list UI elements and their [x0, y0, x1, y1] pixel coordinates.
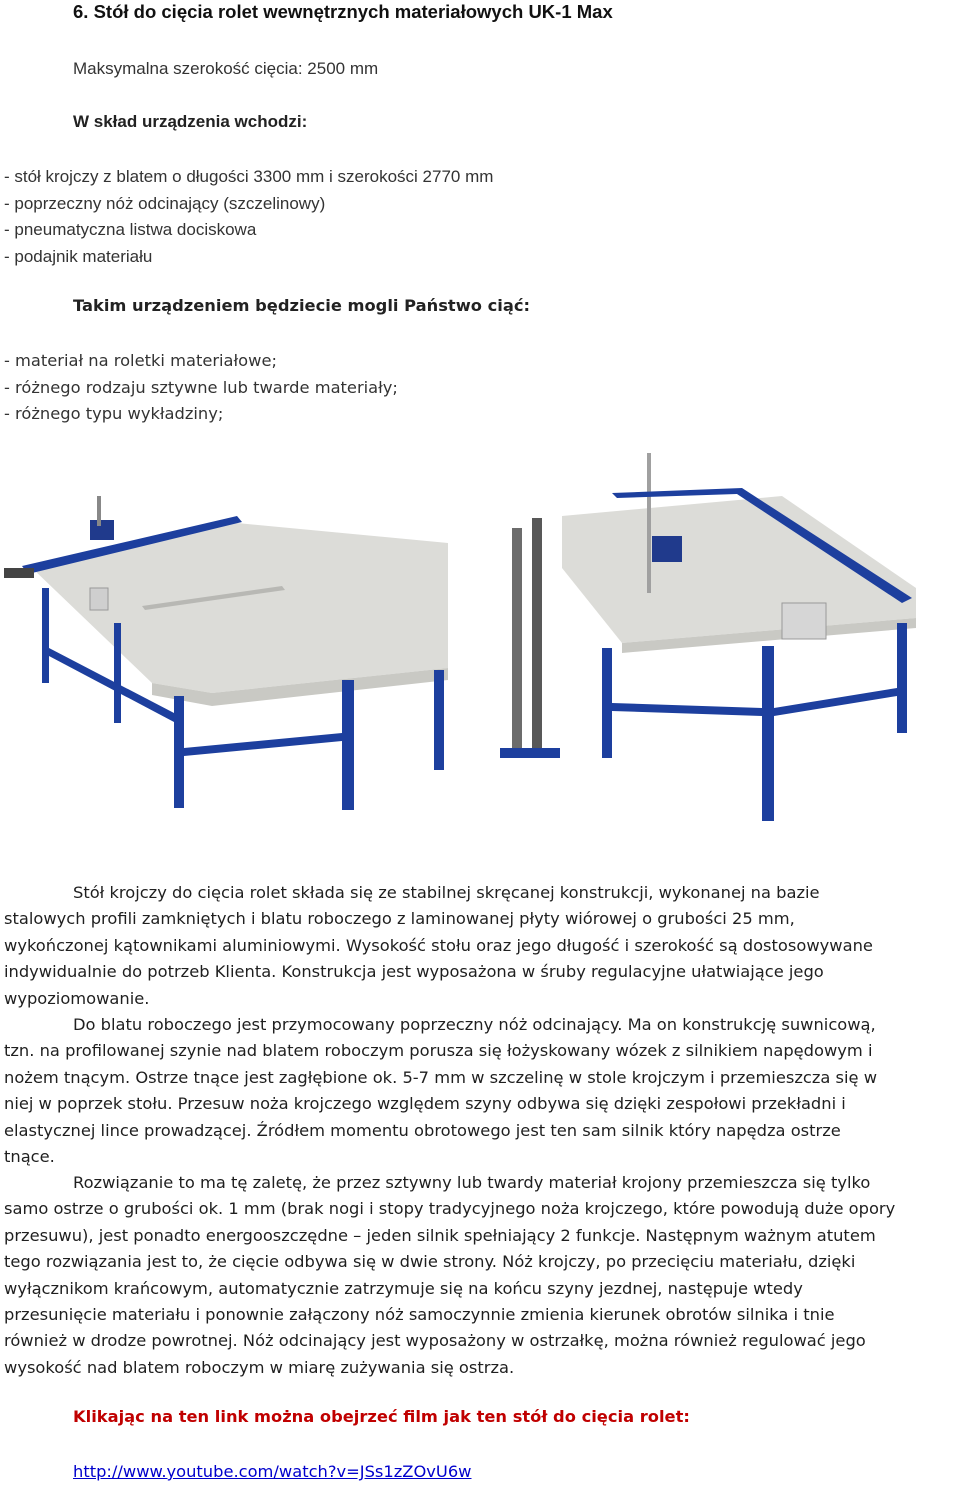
description-paragraph-2 — [4, 1012, 958, 1170]
text-line: przesunięcie materiału i ponownie załączony nóż samoczynnie zmienia kierunek obrotów silnika i tnie — [4, 1305, 835, 1325]
youtube-link[interactable]: http://www.youtube.com/watch?v=JSs1zZOvU6w — [73, 1462, 472, 1481]
text-line: Rozwiązanie to ma tę zaletę, że przez sztywny lub twardy materiał krojony przemieszcza się tylko — [73, 1173, 871, 1192]
text-line: wysokość nad blatem roboczym w miarę zużywania się ostrza. — [4, 1357, 515, 1377]
text-line: elastycznej lince prowadzącej. Źródłem momentu obrotowego jest ten sam silnik który napędza ostrze — [4, 1120, 841, 1140]
list-item: - pneumatyczna listwa dociskowa — [4, 220, 257, 239]
materials-header: Takim urządzeniem będziecie mogli Państwo ciąć: — [73, 296, 530, 315]
list-item: - stół krojczy z blatem o długości 3300 mm i szerokości 2770 mm — [4, 167, 494, 186]
page-title: 6. Stół do cięcia rolet wewnętrznych materiałowych UK-1 Max — [73, 1, 613, 22]
text-line: nożem tnącym. Ostrze tnące jest zagłębione ok. 5-7 mm w szczelinę w stole krojczym i przemieszcza się w — [4, 1067, 878, 1087]
list-item: - podajnik materiału — [4, 246, 153, 266]
text-line: stalowych profili zamkniętych i blatu roboczego z laminowanej płyty wiórowej o grubości 25 mm, — [4, 909, 795, 929]
materials-list — [4, 348, 398, 428]
text-line: Do blatu roboczego jest przymocowany poprzeczny nóż odcinający. Ma on konstrukcję suwnicową, — [73, 1015, 876, 1034]
cutting-table-photo-side — [492, 448, 916, 828]
text-line: wypoziomowanie. — [4, 988, 150, 1008]
text-line: tego rozwiązania jest to, że cięcie odbywa się w dwie strony. Nóż krojczy, po przecięciu materiału, dzięki — [4, 1252, 856, 1272]
text-line: wyłącznikom krańcowym, automatycznie zatrzymuje się na końcu szyny jezdnej, następuje wtedy — [4, 1278, 803, 1298]
text-line: niej w poprzek stołu. Przesuw noża krojczego względem szyny odbywa się dzięki zespołowi przekładni i — [4, 1094, 846, 1114]
equipment-list — [4, 164, 493, 270]
list-item: - różnego typu wykładziny; — [4, 404, 224, 423]
text-line: tnące. — [4, 1147, 55, 1167]
video-cta: Klikając na ten link można obejrzeć film jak ten stół do cięcia rolet: — [73, 1407, 690, 1426]
cutting-table-photo-front — [2, 448, 448, 828]
max-width-spec: Maksymalna szerokość cięcia: 2500 mm — [73, 59, 379, 78]
list-item: - różnego rodzaju sztywne lub twarde materiały; — [4, 377, 398, 397]
text-line: samo ostrze o grubości ok. 1 mm (brak nogi i stopy tradycyjnego noża krojczego, które powodują duże opory — [4, 1199, 896, 1219]
equipment-header: W skład urządzenia wchodzi: — [73, 112, 308, 131]
text-line: również w drodze powrotnej. Nóż odcinający jest wyposażony w ostrzałkę, można również regulować jego — [4, 1331, 866, 1351]
description-paragraph-1 — [4, 880, 958, 1012]
text-line: indywidualnie do potrzeb Klienta. Konstrukcja jest wyposażona w śruby regulacyjne ułatwiające jego — [4, 962, 824, 982]
text-line: Stół krojczy do cięcia rolet składa się ze stabilnej skręcanej konstrukcji, wykonanej na bazie — [73, 883, 820, 902]
text-line: tzn. na profilowanej szynie nad blatem roboczym porusza się łożyskowany wózek z silnikiem napędowym i — [4, 1041, 873, 1061]
description-paragraph-3 — [4, 1170, 958, 1381]
text-line: wykończonej kątownikami aluminiowymi. Wysokość stołu oraz jego długość i szerokość są dostosowywane — [4, 935, 873, 955]
list-item: - materiał na roletki materiałowe; — [4, 351, 277, 370]
list-item: - poprzeczny nóż odcinający (szczelinowy) — [4, 193, 326, 213]
text-line: przesuwu), jest ponadto energooszczędne – jeden silnik spełniający 2 funkcje. Następnym ważnym atutem — [4, 1225, 876, 1245]
